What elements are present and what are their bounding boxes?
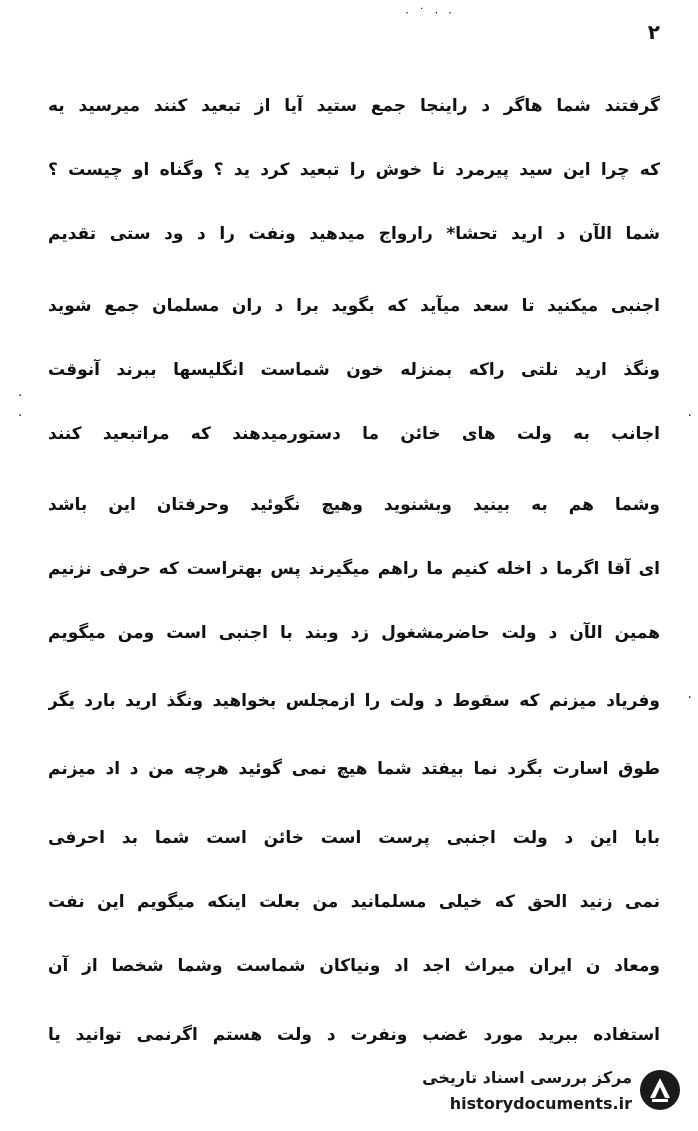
- watermark-logo: [418, 1064, 688, 1124]
- watermark-url: historydocuments.ir: [449, 1094, 632, 1113]
- text-line: که چرا این سید پیرمرد نا خوش را تبعید کرد ید ؟ وگناه او چیست ؟: [48, 160, 660, 180]
- text-line: استفاده ببرید مورد غضب ونفرت د ولت هستم اگرنمی توانید یا: [48, 1025, 660, 1045]
- text-line: اجنبی میکنید تا سعد میآید که بگوید برا د ران مسلمان جمع شوید: [48, 296, 660, 316]
- text-line: وفریاد میزنم که سقوط د ولت را ازمجلس بخواهید ونگذ ارید بارد یگر: [48, 691, 660, 711]
- text-line: گرفتند شما هاگر د راینجا جمع ستید آیا از تبعید کنند میرسید یه: [48, 96, 660, 116]
- margin-scan-dot: ·: [18, 408, 23, 424]
- text-line: ای آقا اگرما د اخله کنیم ما راهم میگیرند پس بهتراست که حرفی نزنیم: [48, 559, 660, 579]
- scan-speck-marks: · ˙ · ·: [405, 6, 455, 20]
- text-line: وشما هم به بینید وبشنوید وهیچ نگوئید وحرفتان این باشد: [48, 495, 660, 515]
- page-number: ۲: [647, 20, 660, 44]
- text-line: شما الآن د ارید تحشا* رارواج میدهید ونفت را د ود ستی تقدیم: [48, 224, 660, 244]
- text-line: ونگذ ارید نلتی راکه بمنزله خون شماست انگلیسها ببرند آنوقت: [48, 360, 660, 380]
- text-line: بابا این د ولت اجنبی پرست است خائن است شما بد احرفی: [48, 828, 660, 848]
- text-line: ومعاد ن ایران میراث اجد اد ونیاکان شماست وشما شخصا از آن: [48, 956, 660, 976]
- text-line: طوق اسارت بگرد نما بیفتد شما هیچ نمی گوئید هرچه من د اد میزنم: [48, 759, 660, 779]
- text-line: نمی زنید الحق که خیلی مسلمانید من بعلت اینکه میگویم این نفت: [48, 892, 660, 912]
- text-line: همین الآن د ولت حاضرمشغول زد وبند با اجنبی است ومن میگویم: [48, 623, 660, 643]
- watermark-title: مرکز بررسی اسناد تاریخی: [422, 1068, 632, 1087]
- margin-scan-dot: ·: [18, 388, 23, 404]
- margin-scan-dot: ·: [687, 408, 692, 424]
- document-center-logo-icon: [638, 1068, 682, 1112]
- margin-scan-dot: ·: [687, 690, 692, 706]
- text-line: اجانب به ولت های خائن ما دستورمیدهند که مراتبعید کنند: [48, 424, 660, 444]
